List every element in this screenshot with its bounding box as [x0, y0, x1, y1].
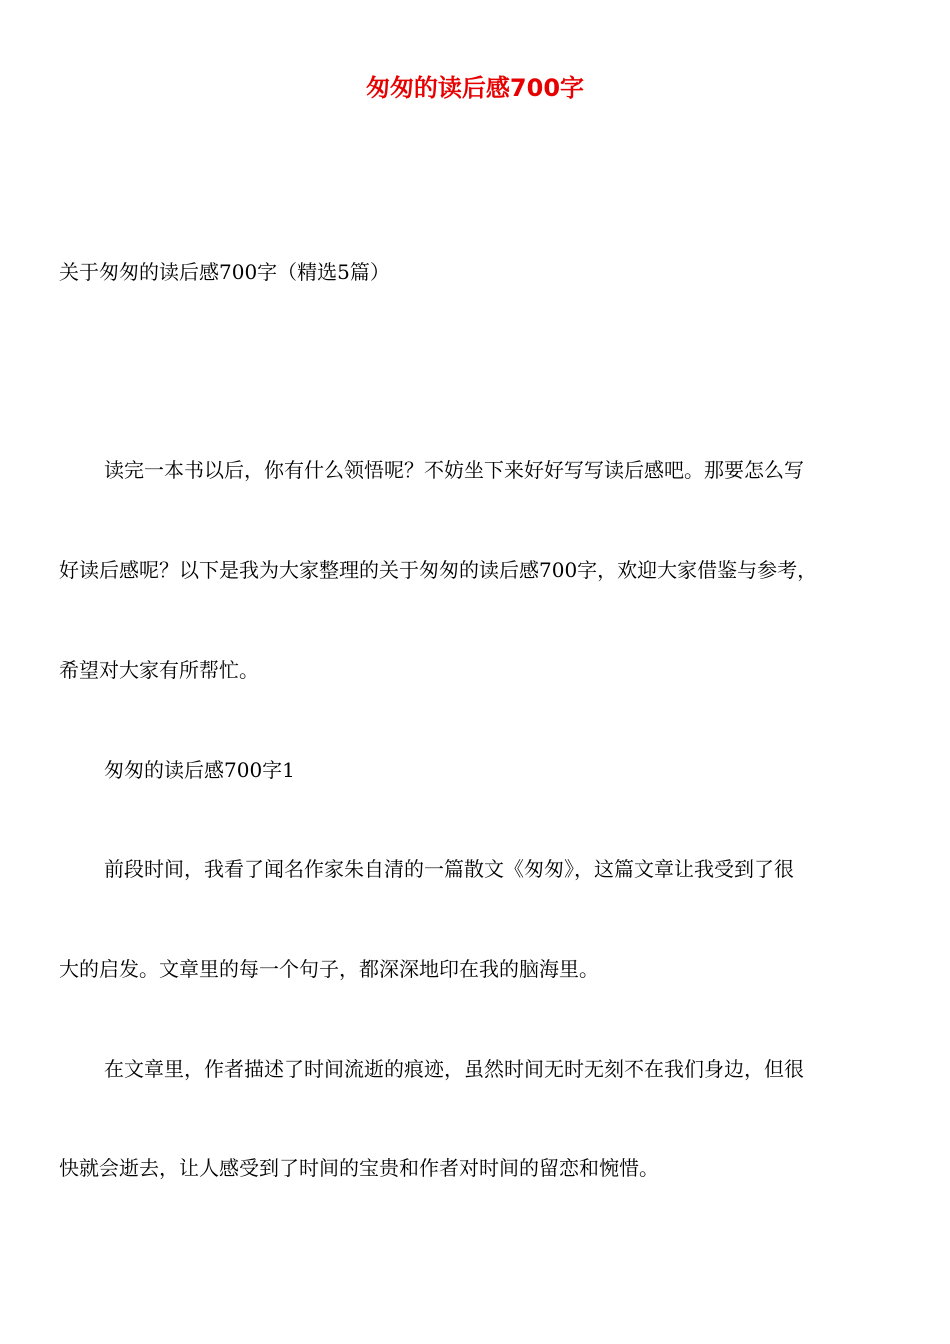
intro-paragraph-line-2: 好读后感呢？以下是我为大家整理的关于匆匆的读后感700字，欢迎大家借鉴与参考，: [59, 558, 818, 582]
body-paragraph-2-line-1: 在文章里，作者描述了时间流逝的痕迹，虽然时间无时无刻不在我们身边，但很: [104, 1057, 804, 1081]
section-heading: 匆匆的读后感700字1: [104, 758, 295, 782]
subtitle-line: 关于匆匆的读后感700字（精选5篇）: [59, 260, 390, 284]
body-paragraph-1-line-1: 前段时间，我看了闻名作家朱自清的一篇散文《匆匆》，这篇文章让我受到了很: [104, 857, 794, 881]
intro-paragraph-line-3: 希望对大家有所帮忙。: [59, 658, 259, 682]
body-paragraph-2-line-2: 快就会逝去，让人感受到了时间的宝贵和作者对时间的留恋和惋惜。: [59, 1156, 659, 1180]
body-paragraph-1-line-2: 大的启发。文章里的每一个句子，都深深地印在我的脑海里。: [59, 957, 599, 981]
document-title: 匆匆的读后感700字: [365, 74, 585, 102]
intro-paragraph-line-1: 读完一本书以后，你有什么领悟呢？不妨坐下来好好写写读后感吧。那要怎么写: [104, 458, 804, 482]
